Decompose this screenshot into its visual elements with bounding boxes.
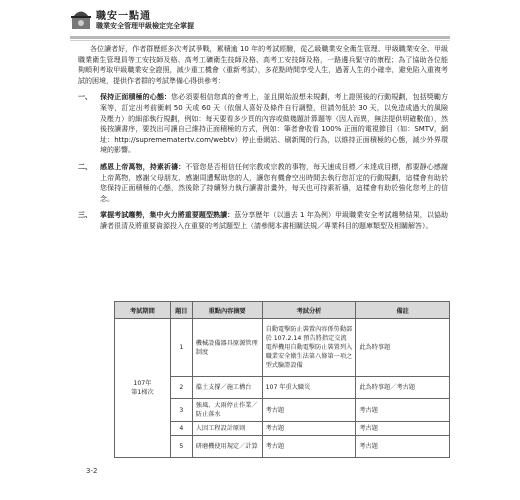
remark-cell: 考古題 [356, 399, 450, 422]
exam-trend-table [114, 301, 450, 458]
column-header: 考試分析 [262, 302, 356, 319]
question-number-cell: 4 [170, 422, 192, 436]
remark-cell: 考古題 [356, 436, 450, 458]
question-number-cell: 5 [170, 436, 192, 458]
item-text: 您必須要相信您真的會考上，並且開始設想未規劃，考上證照後的行動規劃，包括獎勵方案等，訂定出考前衝刺 50 天或 60 天（依個人喜好及條件自行調整，但請勿低於 30 天，以免造成過大的風險及壓力）的細部執行規劃，例如：每天要看多少頁的內容或做幾題計算題等（因人而異，無法提供明確數值），然後按讀書序，要找出可讓自己維持正面積極的方式，例如：筆者會收看 100% 正面的電視節目（如：SMTV，網址：http://supremematertv.com/webtv）停止垂網站、刷新聞的行為，以維持正面積極的心態，減少外界環境的影響。 [100, 93, 449, 155]
remark-cell: 考古題 [356, 422, 450, 436]
item-number: 三、 [78, 211, 92, 220]
column-header: 題目 [170, 302, 192, 319]
list-item [78, 92, 448, 156]
page-number: 3-2 [86, 467, 98, 475]
item-text: 不管您是否相信任何宗教或宗教的事物，每天速成目標／未達成目標，都要靜心感謝上帝萬物，感謝父母朋友、感謝周遭幫助您的人，讓您有機會空出時間去執行您訂定的行動規劃，這樣會有助於您保持正面積極的心態，然後除了持續努力執行讀書計畫外，每天也可持素祈禱，這樣會有助於強化您考上的信念。 [100, 162, 448, 203]
page-header [70, 6, 450, 42]
hardhat-logo-icon [70, 6, 92, 30]
list-item [78, 162, 448, 204]
item-heading: 感恩上帝萬物，持素祈禱： [100, 162, 186, 171]
analysis-cell: 考古題 [262, 422, 356, 436]
header-rule [70, 36, 450, 39]
summary-cell: 人因工程設計原則 [192, 422, 262, 436]
question-number-cell: 2 [170, 377, 192, 399]
summary-cell: 強風、大雨停止作業／防止落水 [192, 399, 262, 422]
table-row [115, 319, 450, 377]
summary-cell: 機械設備器具原源管理制度 [192, 319, 262, 377]
main-content [78, 44, 448, 238]
remark-cell: 此為時事題 [356, 319, 450, 377]
list-item [78, 210, 448, 231]
summary-cell: 研磨機使用規定／計算 [192, 436, 262, 458]
book-subtitle: 職業安全管理甲級檢定完全掌握 [96, 22, 194, 30]
analysis-cell: 考古題 [262, 436, 356, 458]
analysis-cell: 自動電擊防止裝置內容係勞動部於 107.2.14 預告將指定交流電焊機用自動電擊防止裝置列入職業安全衛生法第八條第一項之型式驗證設備 [262, 319, 356, 377]
analysis-cell: 考古題 [262, 399, 356, 422]
item-number: 二、 [78, 162, 92, 171]
analysis-cell: 107 年重大職災 [262, 377, 356, 399]
column-header: 考試期間 [115, 302, 171, 319]
item-heading: 掌握考試趨勢，集中火力將重要題型熟讀： [100, 211, 235, 220]
question-number-cell: 3 [170, 399, 192, 422]
column-header: 重點內容摘要 [192, 302, 262, 319]
summary-cell: 擋土支撐／施工構台 [192, 377, 262, 399]
intro-paragraph: 各位讀者好，作者群歷經多次考試爭戰，累積逾 10 年的考試經驗，從乙級職業安全衛生管理、甲級職業安全、甲級職業衛生管理員等工安技師及格、高考工礦衛生技師及格、高考工安技師及格，一路邊兵緊守的康程；為了協助各位能夠順利考取甲級職業安全證照，減少重工機會（重新考試），多花點時間享受人生，過著人生的小確幸，避免陷入重複考試的困境，提供作者群的考試準備心得供參考： [78, 45, 448, 85]
question-number-cell: 1 [170, 319, 192, 377]
item-number: 一、 [78, 93, 92, 102]
book-brand: 職安一點通 [96, 11, 151, 22]
column-header: 備註 [356, 302, 450, 319]
item-text: 茲分享歷年（以過去 1 年為例）甲級職業安全考試趨勢結果，以協助讀者很清及將重要資源投入在重要的考試題型上（請參閱本書相關法規／專業科目的題庫類型及相關解答）。 [100, 211, 449, 230]
table-header-row [115, 302, 450, 319]
exam-period-cell: 107年 第1梯次 [115, 319, 171, 458]
remark-cell: 此為時事題／考古題 [356, 377, 450, 399]
header-rule-thin [70, 40, 450, 41]
item-heading: 保持正面積極的心態： [100, 93, 172, 102]
